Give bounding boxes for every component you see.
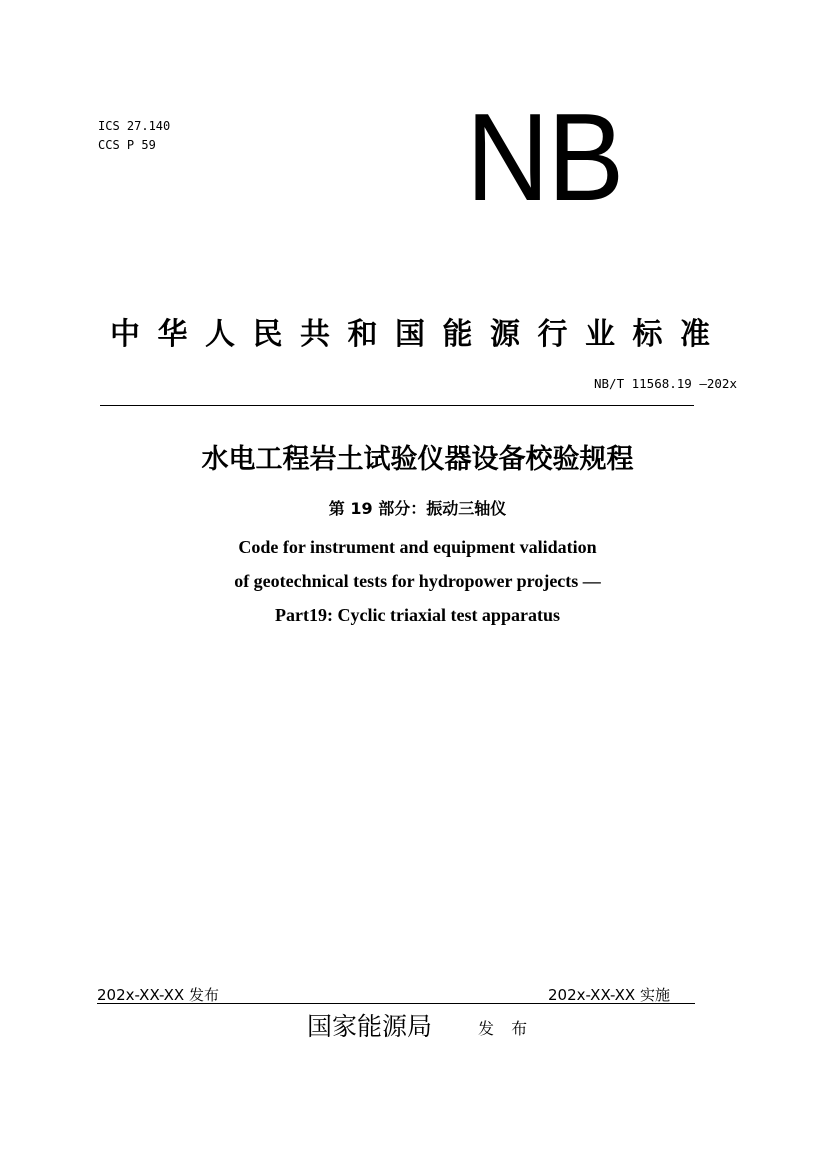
issuer-name: 国家能源局: [307, 1012, 433, 1041]
nb-logo: NB: [466, 89, 623, 227]
ics-code: ICS 27.140: [98, 119, 171, 133]
document-title-en-line2: of geotechnical tests for hydropower projects —: [234, 571, 601, 591]
ccs-code: CCS P 59: [98, 138, 156, 152]
document-part-cn: 第 19 部分：振动三轴仪: [328, 499, 507, 518]
document-title-cn: 水电工程岩土试验仪器设备校验规程: [201, 444, 634, 475]
document-title-en-line3: Part19: Cyclic triaxial test apparatus: [275, 605, 560, 625]
footer-divider: [97, 1003, 695, 1004]
sector-title: 中华人民共和国能源行业标准: [110, 317, 710, 352]
issue-date: 202x-XX-XX 发布: [97, 986, 219, 1004]
document-title-en-line1: Code for instrument and equipment validation: [238, 537, 597, 557]
implementation-date: 202x-XX-XX 实施: [548, 986, 670, 1004]
header-divider: [100, 405, 694, 406]
standard-number: NB/T 11568.19 —202x: [594, 376, 737, 391]
issuer-suffix: 发 布: [478, 1019, 534, 1038]
